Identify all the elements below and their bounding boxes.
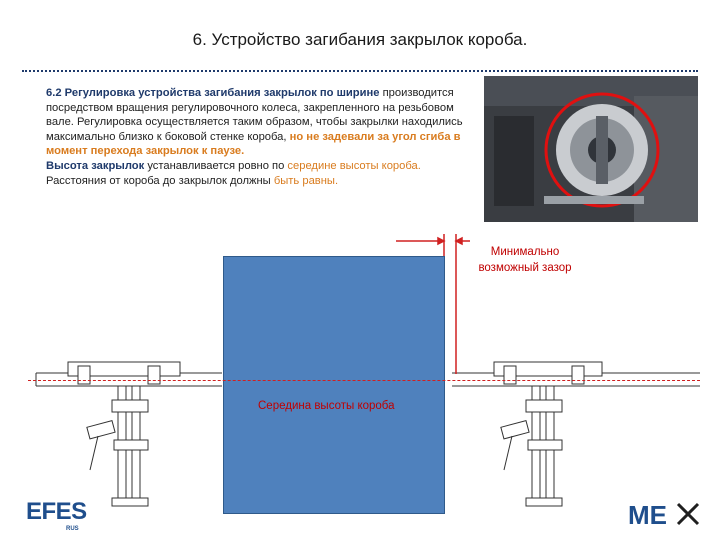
mex-logo-text: ME (628, 500, 667, 530)
paragraph-body: производится посредством вращения регулировочного колеса, закрепленного на резьбовом вале. Регулировка осуществляется таким образом, чтобы закрылки находились максимально близко к боковой стенке короба, (46, 87, 463, 143)
box-midline (28, 380, 700, 381)
paragraph-height-accent: середине высоты короба. (287, 159, 421, 172)
paragraph-heading-height: Высота закрылок (46, 159, 145, 172)
paragraph-heading: 6.2 Регулировка устройства загибания закрылок по ширине (46, 87, 380, 99)
efes-logo: EFES (26, 498, 87, 525)
gap-label: Минимально возможный зазор (478, 246, 572, 274)
paragraph-warning: но не задевали за угол сгиба в момент перехода закрылок к паузе. (46, 130, 461, 158)
tools-icon (678, 504, 698, 524)
paragraph-distance-text: Расстояния от короба до закрылок должны (46, 174, 274, 187)
efes-logo-sub: RUS (66, 526, 79, 532)
slide-title: 6. Устройство загибания закрылок короба. (192, 30, 528, 49)
right-folding-unit (452, 362, 700, 506)
paragraph-height-text: устанавливается ровно по (144, 159, 288, 172)
midline-label: Середина высоты короба (258, 400, 395, 412)
left-folding-unit (36, 362, 222, 506)
carton-box (223, 256, 445, 514)
mex-logo (628, 498, 704, 532)
paragraph-distance-accent: быть равны. (273, 174, 339, 187)
